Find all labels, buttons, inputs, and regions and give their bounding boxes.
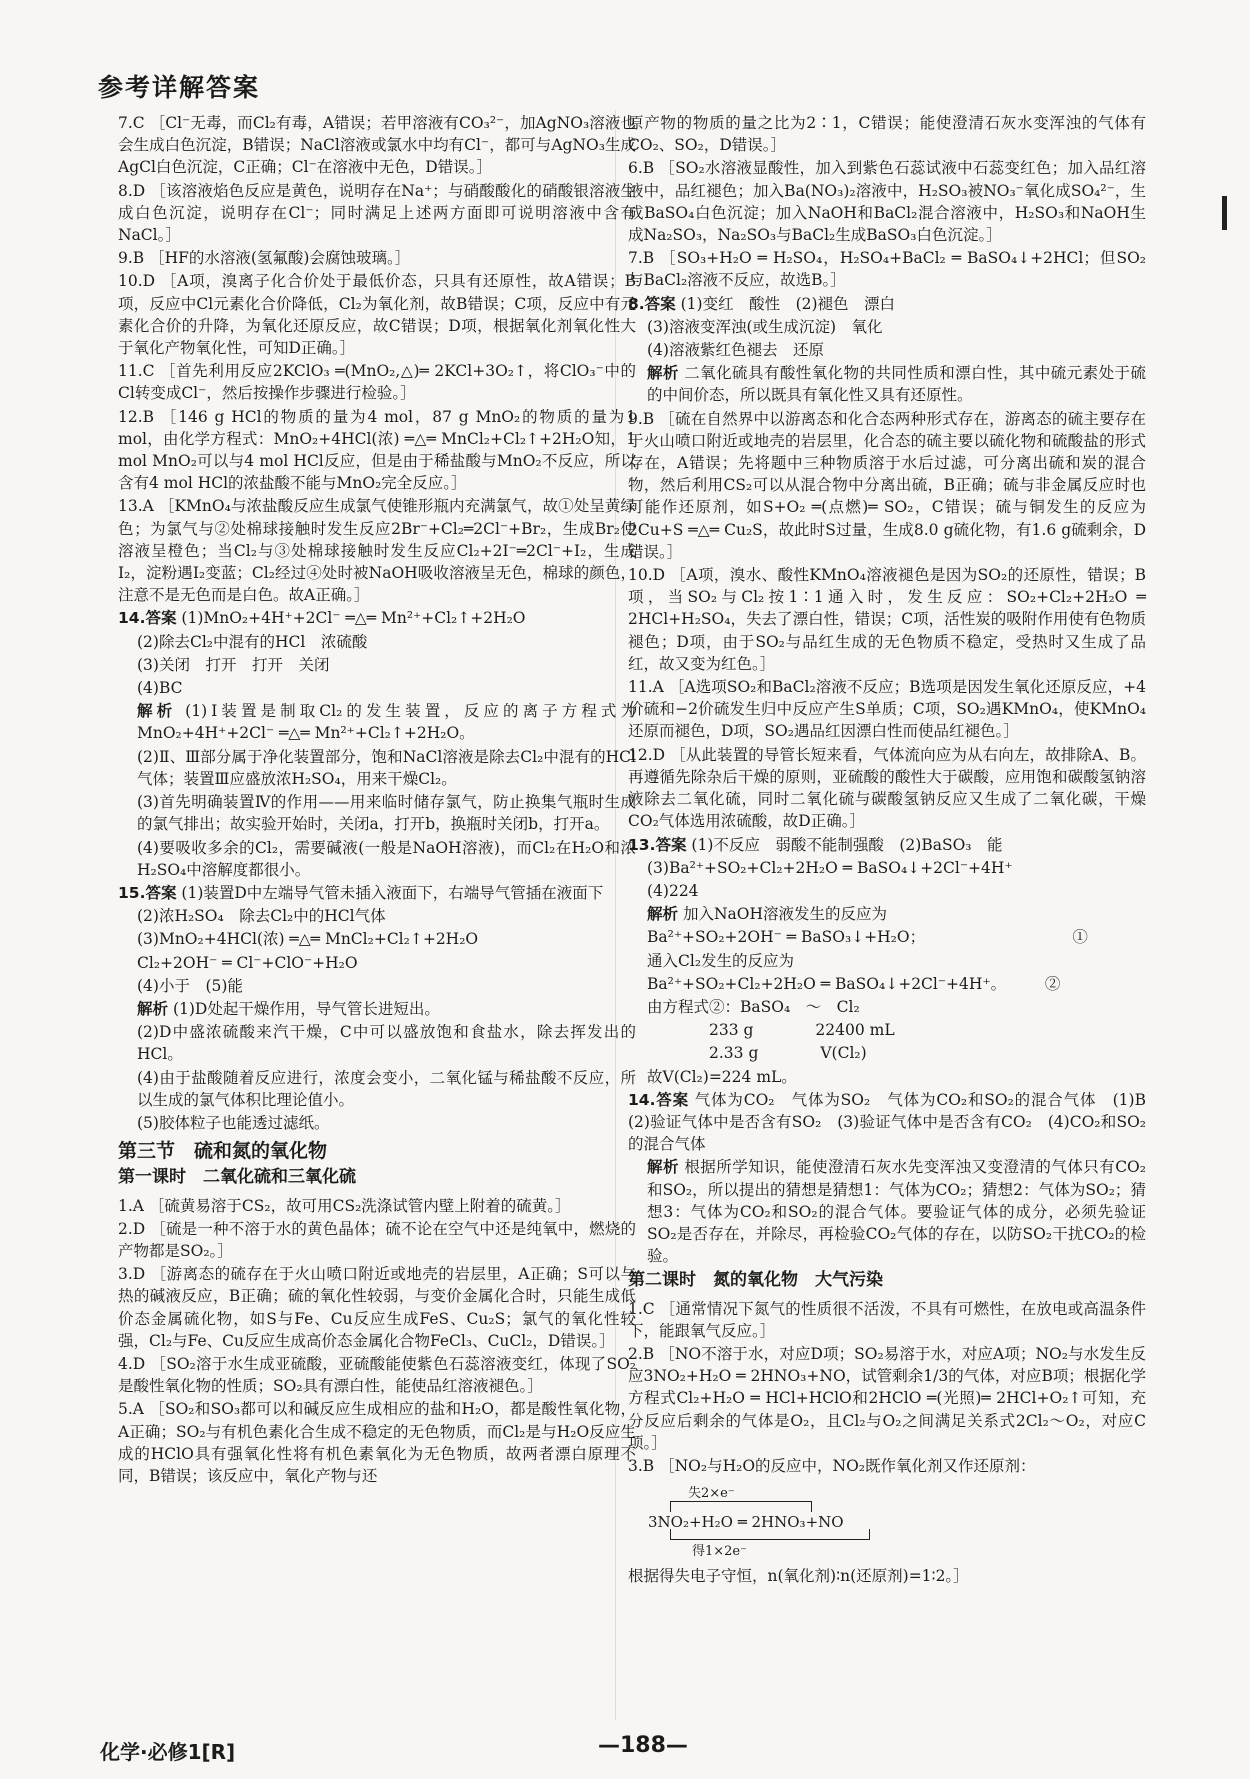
answer-item: 10.D ［A项，溴水、酸性KMnO₄溶液褪色是因为SO₂的还原性，错误；B项，当SO₂与Cl₂按1∶1通入时，发生反应：SO₂+Cl₂+2H₂O ═ 2HCl+H₂SO₄，失去了漂白性，错误；C项，活性炭的吸附作用使有色物质褪色；D项，由于SO₂与品红生成的无色物质不稳定，受热时又生成了品红，故又变为红色。］: [628, 566, 1146, 673]
answer-item: 3.D ［游离态的硫存在于火山喷口附近或地壳的岩层里，A正确；S可以与热的碱液反应，B正确；硫的氧化性较弱，与变价金属化合时，只能生成低价态金属硫化物，如S与Fe、Cu反应生成FeS、Cu₂S；氯气的氧化性较强，Cl₂与Fe、Cu反应生成高价态金属化合物FeCl₃、CuCl₂，D错误。］: [118, 1265, 636, 1350]
answer-label: 14.答案: [118, 609, 177, 628]
answer-line: (1)变红 酸性 (2)褪色 漂白: [680, 294, 896, 313]
answer-item: 1.C ［通常情况下氮气的性质很不活泼，不具有可燃性，在放电或高温条件下，能跟氧气反应。］: [628, 1299, 1146, 1340]
explanation-label: 解析: [647, 364, 679, 383]
explanation-text: 2.33 g V(Cl₂): [647, 1044, 867, 1063]
margin-mark: [1222, 196, 1227, 230]
answer-line: (1)装置D中左端导气管未插入液面下，右端导气管插在液面下: [181, 883, 604, 902]
explanation-text: (1)Ⅰ装置是制取Cl₂的发生装置，反应的离子方程式为MnO₂+4H⁺+2Cl⁻ ═△═ Mn²⁺+Cl₂↑+2H₂O。: [137, 702, 636, 743]
answer-item: 12.B ［146 g HCl的物质的量为4 mol，87 g MnO₂的物质的量为1 mol，由化学方程式：MnO₂+4HCl(浓) ═△═ MnCl₂+Cl₂↑+2H₂O知，1 mol MnO₂可以与4 mol HCl反应，但是由于稀盐酸与MnO₂不反应，所以含有4 mol HCl的浓盐酸不能与MnO₂完全反应。］: [118, 407, 636, 493]
answer-item: 5.A ［SO₂和SO₃都可以和碱反应生成相应的盐和H₂O，都是酸性氧化物，A正确；SO₂与有机色素化合生成不稳定的无色物质，而Cl₂是与H₂O反应生成的HClO具有强氧化性将有机色素氧化为无色物质，故两者漂白原理不同，B错误；该反应中，氧化产物与还: [118, 1400, 636, 1485]
answer-13: [628, 834, 1146, 856]
explanation-text: (5)胶体粒子也能透过滤纸。: [137, 1113, 330, 1132]
explanation: [118, 998, 636, 1020]
explanation-text: Ba²⁺+SO₂+2OH⁻ ═ BaSO₃↓+H₂O； ①: [647, 928, 1088, 947]
answer-label: 14.答案: [628, 1090, 689, 1109]
answer-item: 10.D ［A项，溴离子化合价处于最低价态，只具有还原性，故A错误；B项，反应中Cl元素化合价降低，Cl₂为氧化剂，故B错误；C项，反应中有元素化合价的升降，为氧化还原反应，故C错误；D项，根据氧化剂氧化性大于氧化产物氧化性，可知D正确。］: [118, 272, 636, 358]
answer-line: (1)MnO₂+4H⁺+2Cl⁻ ═△═ Mn²⁺+Cl₂↑+2H₂O: [181, 609, 526, 628]
answer-line: (2)浓H₂SO₄ 除去Cl₂中的HCl气体: [137, 907, 386, 926]
explanation-text: Ba²⁺+SO₂+Cl₂+2H₂O ═ BaSO₄↓+2Cl⁻+4H⁺。 ②: [647, 974, 1061, 993]
explanation-text: 通入Cl₂发生的反应为: [647, 951, 795, 970]
answer-item: 1.A ［硫黄易溶于CS₂，故可用CS₂洗涤试管内壁上附着的硫黄。］: [118, 1196, 571, 1215]
answer-line: (4)小于 (5)能: [137, 976, 243, 995]
answer-line: (3)溶液变浑浊(或生成沉淀) 氧化: [647, 317, 883, 336]
answer-item: 9.B ［硫在自然界中以游离态和化合态两种形式存在，游离态的硫主要存在于火山喷口附近或地壳的岩层里，化合态的硫主要以硫化物和硫酸盐的形式存在，A错误；先将题中三种物质溶于水后过滤，可分离出硫和炭的混合物，然后利用CS₂可以从混合物中分离出硫，B正确；硫与非金属反应时也可能作还原剂，如S+O₂ ═(点燃)═ SO₂，C错误；硫与铜发生的反应为2Cu+S ═△═ Cu₂S，故此时S过量，生成8.0 g硫化物，有1.6 g硫剩余，D错误。］: [628, 409, 1146, 561]
answer-item: 13.A ［KMnO₄与浓盐酸反应生成氯气使锥形瓶内充满氯气，故①处呈黄绿色；为氯气与②处棉球接触时发生反应2Br⁻+Cl₂═2Cl⁻+Br₂，生成Br₂使溶液呈橙色；当Cl₂与③处棉球接触时发生反应Cl₂+2I⁻═2Cl⁻+I₂，生成I₂，淀粉遇I₂变蓝；Cl₂经过④处时被NaOH吸收溶液呈无色，棉球的颜色，注意不是无色而是白色。故A正确。］: [118, 497, 636, 605]
answer-item: 11.C ［首先利用反应2KClO₃ ═(MnO₂,△)═ 2KCl+3O₂↑，将ClO₃⁻中的Cl转变成Cl⁻，然后按操作步骤进行检验。］: [118, 362, 636, 403]
answer-8: [628, 293, 1146, 315]
explanation: [628, 1156, 1146, 1267]
explanation-label: 解析: [647, 1158, 679, 1177]
explanation-text: 根据所学知识，能使澄清石灰水先变浑浊又变澄清的气体只有CO₂和SO₂，所以提出的猜想是猜想1：气体为CO₂；猜想2：气体为SO₂；猜想3：气体为CO₂和SO₂的混合气体。要验证气体的成分，必须先验证SO₂是否存在，并除尽，再检验CO₂气体的存在，以防SO₂干扰CO₂的检验。: [647, 1158, 1146, 1266]
answer-line: (2)除去Cl₂中混有的HCl 浓硫酸: [137, 632, 368, 651]
answer-line: (3)MnO₂+4HCl(浓) ═△═ MnCl₂+Cl₂↑+2H₂O: [137, 930, 479, 949]
explanation-text: (4)由于盐酸随着反应进行，浓度会变小，二氧化锰与稀盐酸不反应，所以生成的氯气体积比理论值小。: [137, 1068, 636, 1109]
page-number: —188—: [598, 1733, 688, 1758]
answer-item: 11.A ［A选项SO₂和BaCl₂溶液不反应；B选项是因发生氧化还原反应，+4价硫和−2价硫发生归中反应产生S单质；C项，SO₂遇KMnO₄，使KMnO₄还原而褪色，D项，SO₂遇品红因漂白性而使品红褪色。］: [628, 678, 1146, 741]
explanation-text: (3)首先明确装置Ⅳ的作用——用来临时储存氯气，防止换集气瓶时生成的氯气排出；故实验开始时，关闭a，打开b，换瓶时关闭b，打开a。: [137, 793, 636, 834]
gain-electron-bracket: [670, 1529, 870, 1540]
lesson-heading: 第一课时 二氧化硫和三氧化硫: [118, 1167, 356, 1188]
explanation: [118, 700, 636, 744]
answer-label: 8.答案: [628, 294, 676, 313]
answer-item: 原产物的物质的量之比为2∶1，C错误；能使澄清石灰水变浑浊的气体有CO₂、SO₂，D错误。］: [628, 114, 1146, 155]
answer-item: 7.C ［Cl⁻无毒，而Cl₂有毒，A错误；若甲溶液有CO₃²⁻，加AgNO₃溶液也会生成白色沉淀，B错误；NaCl溶液或氯水中均有Cl⁻，都可与AgNO₃生成AgCl白色沉淀，C正确；Cl⁻在溶液中无色，D错误。］: [118, 114, 636, 177]
electron-transfer-diagram: [648, 1483, 908, 1561]
gain-electron-label: 得1×2e⁻: [692, 1544, 747, 1560]
explanation: [628, 903, 1146, 925]
explanation-label: 解析: [137, 999, 169, 1018]
answer-conclusion: 根据得失电子守恒，n(氧化剂)∶n(还原剂)=1∶2。］: [628, 1567, 969, 1586]
explanation-text: 故V(Cl₂)=224 mL。: [647, 1067, 797, 1086]
answer-item: 6.B ［SO₂水溶液显酸性，加入到紫色石蕊试液中石蕊变红色；加入品红溶液中，品红褪色；加入Ba(NO₃)₂溶液中，H₂SO₃被NO₃⁻氧化成SO₄²⁻，生成BaSO₄白色沉淀；加入NaOH和BaCl₂混合溶液中，H₂SO₃和NaOH生成Na₂SO₃，Na₂SO₃与BaCl₂生成BaSO₃白色沉淀。］: [628, 159, 1146, 245]
explanation-text: (1)D处起干燥作用，导气管长进短出。: [172, 999, 440, 1018]
explanation-text: (2)Ⅱ、Ⅲ部分属于净化装置部分，饱和NaCl溶液是除去Cl₂中混有的HCl气体；装置Ⅲ应盛放浓H₂SO₄，用来干燥Cl₂。: [137, 747, 636, 788]
answer-item: 12.D ［从此装置的导管长短来看，气体流向应为从右向左，故排除A、B。再遵循先除杂后干燥的原则，亚硫酸的酸性大于碳酸，应用饱和碳酸氢钠溶液除去二氧化硫，同时二氧化硫与碳酸氢钠反应又生成了二氧化碳，干燥CO₂气体选用浓硫酸，故D正确。］: [628, 745, 1146, 831]
section-heading: 第三节 硫和氮的氧化物: [118, 1140, 328, 1163]
answer-item: 2.D ［硫是一种不溶于水的黄色晶体；硫不论在空气中还是纯氧中，燃烧的产物都是SO₂。］: [118, 1219, 636, 1260]
explanation: [628, 362, 1146, 406]
explanation-text: (4)要吸收多余的Cl₂，需要碱液(一般是NaOH溶液)，而Cl₂在H₂O和浓H₂SO₄中溶解度都很小。: [137, 838, 636, 879]
answer-item: 2.B ［NO不溶于水，对应D项；SO₂易溶于水，对应A项；NO₂与水发生反应3NO₂+H₂O ═ 2HNO₃+NO，试管剩余1/3的气体，对应B项；根据化学方程式Cl₂+H₂O ═ HCl+HClO和2HClO ═(光照)═ 2HCl+O₂↑可知，充分反应后剩余的气体是O₂，且Cl₂与O₂之间满足关系式2Cl₂～O₂，对应C项。］: [628, 1344, 1146, 1452]
book-label: 化学·必修1[R]: [100, 1740, 236, 1764]
answer-line: (4)224: [647, 881, 699, 900]
explanation-text: (2)D中盛浓硫酸来汽干燥，C中可以盛放饱和食盐水，除去挥发出的HCl。: [137, 1023, 636, 1064]
answer-line: (3)关闭 打开 打开 关闭: [137, 655, 330, 674]
right-column: [628, 112, 1162, 1588]
explanation-text: 加入NaOH溶液发生的反应为: [682, 905, 887, 924]
page-header-title: 参考详解答案: [98, 73, 261, 102]
explanation-label: 解析: [647, 905, 679, 924]
left-column: [118, 112, 636, 1488]
answer-line: (4)BC: [137, 679, 183, 698]
answer-line: Cl₂+2OH⁻ ═ Cl⁻+ClO⁻+H₂O: [137, 953, 358, 972]
answer-item: 8.D ［该溶液焰色反应是黄色，说明存在Na⁺；与硝酸酸化的硝酸银溶液生成白色沉淀，说明存在Cl⁻；同时满足上述两方面即可说明溶液中含有NaCl。］: [118, 181, 636, 245]
answer-label: 15.答案: [118, 883, 177, 902]
lesson-heading: 第二课时 氮的氧化物 大气污染: [628, 1270, 883, 1291]
answer-line: (4)溶液紫红色褪去 还原: [647, 341, 824, 360]
answer-item: 3.B ［NO₂与H₂O的反应中，NO₂既作氧化剂又作还原剂：: [628, 1456, 1036, 1475]
answer-item: 4.D ［SO₂溶于水生成亚硫酸，亚硫酸能使紫色石蕊溶液变红，体现了SO₂是酸性氧化物的性质；SO₂具有漂白性，能使品红溶液褪色。］: [118, 1354, 636, 1396]
explanation-text: 233 g 22400 mL: [647, 1021, 895, 1040]
answer-15: [118, 882, 636, 904]
answer-label: 13.答案: [628, 835, 687, 854]
answer-line: 气体为CO₂ 气体为SO₂ 气体为CO₂和SO₂的混合气体 (1)B (2)验证气体中是否含有SO₂ (3)验证气体中是否含有CO₂ (4)CO₂和SO₂的混合气体: [628, 1090, 1162, 1154]
lose-electron-label: 失2×e⁻: [688, 1486, 735, 1502]
answer-item: 9.B ［HF的水溶液(氢氟酸)会腐蚀玻璃。］: [118, 249, 411, 268]
explanation-label: 解析: [137, 702, 177, 721]
answer-item: 7.B ［SO₃+H₂O ═ H₂SO₄，H₂SO₄+BaCl₂ ═ BaSO₄↓+2HCl；但SO₂与BaCl₂溶液不反应，故选B。］: [628, 249, 1146, 290]
answer-line: (1)不反应 弱酸不能制强酸 (2)BaSO₃ 能: [691, 835, 1003, 854]
answer-line: (3)Ba²⁺+SO₂+Cl₂+2H₂O ═ BaSO₄↓+2Cl⁻+4H⁺: [647, 858, 1013, 877]
explanation-text: 由方程式②：BaSO₄ ～ Cl₂: [647, 997, 860, 1016]
answer-14: [628, 1089, 1162, 1156]
explanation-text: 二氧化硫具有酸性氧化物的共同性质和漂白性，其中硫元素处于硫的中间价态，所以既具有氧化性又具有还原性。: [647, 364, 1146, 405]
reaction-equation: 3NO₂+H₂O ═ 2HNO₃+NO: [648, 1513, 844, 1532]
answer-14: [118, 607, 636, 629]
